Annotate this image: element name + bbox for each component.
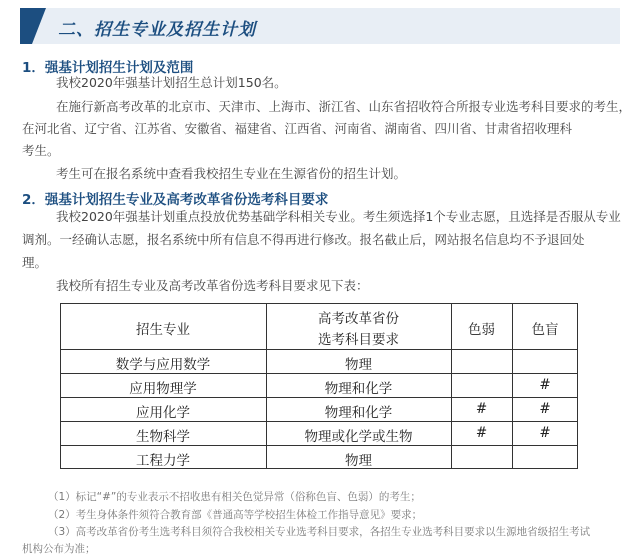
note-2: （2）考生身体条件须符合教育部《普通高等学校招生体检工作指导意见》要求； (48, 509, 423, 521)
table-row-2-color-blind: # (539, 377, 551, 393)
part2-para1-line3: 理。 (22, 255, 48, 270)
table-row-2-subjects: 物理和化学 (324, 381, 393, 397)
table-row-1-subjects: 物理 (345, 357, 372, 373)
part2-para1-line1: 我校2020年强基计划重点投放优势基础学科相关专业。考生须选择1个专业志愿，且选择是否服从专业 (56, 209, 621, 224)
header-color-weak: 色弱 (468, 322, 495, 338)
header-major: 招生专业 (136, 322, 190, 338)
table-row-3-subjects: 物理和化学 (324, 405, 393, 421)
table-row-4-color-blind: # (539, 425, 551, 441)
part1-heading: 1．强基计划招生计划及范围 (22, 60, 194, 76)
part1-para2-line3: 考生。 (22, 143, 60, 158)
header-subjects-line2: 选考科目要求 (318, 332, 399, 348)
part1-para3: 考生可在报名系统中查看我校招生专业在生源省份的招生计划。 (56, 166, 407, 181)
banner-accent-icon (20, 8, 46, 44)
requirements-table (60, 303, 578, 469)
table-row-4-color-weak: # (475, 425, 488, 441)
table-row-1-major: 数学与应用数学 (115, 357, 211, 373)
part1-para2-line1: 在施行新高考改革的北京市、天津市、上海市、浙江省、山东省招收符合所报专业选考科目要求的考生， (56, 99, 632, 114)
table-row-2-major: 应用物理学 (129, 381, 197, 397)
table-row-4-major: 生物科学 (136, 429, 190, 445)
part1-para1: 我校2020年强基计划招生总计划150名。 (56, 75, 287, 90)
table-row-5-major: 工程力学 (136, 453, 190, 469)
part1-para2-line2: 在河北省、辽宁省、江苏省、安徽省、福建省、江西省、河南省、湖南省、四川省、甘肃省招收理科 (22, 121, 573, 136)
part2-para2: 我校所有招生专业及高考改革省份选考科目要求见下表： (56, 278, 369, 293)
part2-heading: 2．强基计划招生专业及高考改革省份选考科目要求 (22, 192, 329, 208)
table-row-3-color-weak: # (475, 401, 488, 417)
part2-para1-line2: 调剂。一经确认志愿，报名系统中所有信息不得再进行修改。报名截止后，网站报名信息均不予退回处 (22, 232, 585, 247)
table-row-3-color-blind: # (539, 401, 551, 417)
header-color-blind: 色盲 (531, 322, 559, 338)
table-row-5-subjects: 物理 (345, 453, 372, 469)
note-1: （1）标记“#”的专业表示不招收患有相关色觉异常（俗称色盲、色弱）的考生； (48, 491, 421, 503)
header-subjects-line1: 高考改革省份 (318, 311, 399, 327)
note-3-line1: （3）高考改革省份考生选考科目须符合我校相关专业选考科目要求，各招生专业选考科目要求以生源地省级招生考试 (48, 526, 591, 538)
table-row-4-subjects: 物理或化学或生物 (304, 429, 413, 445)
section-title: 二、招生专业及招生计划 (58, 20, 256, 40)
note-3-line2: 机构公布为准； (22, 543, 96, 555)
table-row-3-major: 应用化学 (136, 405, 190, 421)
